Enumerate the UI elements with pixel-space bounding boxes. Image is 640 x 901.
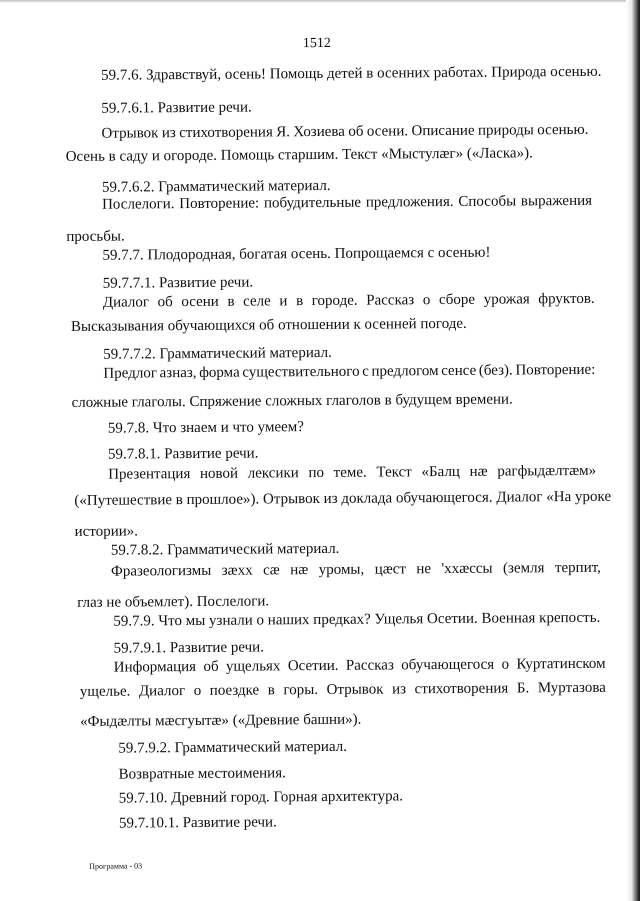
paragraph-line [101,121,588,143]
word: уромы, [318,561,365,579]
word: 'ххæссы [441,560,493,578]
word: Предлог [103,365,158,382]
word: Я. [276,124,291,141]
word: Хозиева [293,123,346,141]
page-number: 1512 [302,35,331,52]
word: об [157,294,173,311]
subsection-heading: 59.7.10.1. Развитие речи. [118,814,277,832]
word: Повторение: [515,361,596,379]
word: новой [199,465,239,482]
word: горы. [283,682,319,699]
paragraph-line: сложные глаголы. Спряжение сложных глаголов в будущем времени. [71,391,513,411]
section-heading: 59.7.7. Плодородная, богатая осень. Попрощаемся с осенью! [102,244,491,264]
section-heading: 59.7.8. Что знаем и что умеем? [107,419,304,437]
word: зæхх [221,562,253,579]
paragraph-line [103,361,595,383]
section-heading: 59.7.9. Что мы узнали о наших предках? Ущелья Осетии. Военная крепость. [113,609,601,630]
word: о [501,656,510,673]
subsection-heading: 59.7.7.2. Грамматический материал. [103,344,332,363]
subsection-heading: 59.7.7.1. Развитие речи. [102,274,254,292]
word: Отрывок [326,681,384,698]
word: о [422,292,431,309]
word: природы [477,122,534,139]
word: существительного [242,363,360,381]
word: Послелоги. [102,196,175,213]
word: осени [181,293,219,311]
word: Повторение: [179,195,260,213]
word: осенью. [537,121,589,139]
word: не [416,561,432,578]
subsection-heading: 59.7.9.2. Грамматический материал. [118,738,348,757]
word: побудительные [263,194,362,212]
paragraph-line [103,290,595,312]
word: в [227,293,235,310]
word: Информация [113,658,197,676]
word: о [193,682,202,699]
paragraph-line: глаз не объемлет). Послелоги. [77,593,270,611]
word: фруктов. [538,290,595,308]
word: из [161,125,176,142]
section-heading: 59.7.6. Здравствуй, осень! Помощь детей в осенних работах. Природа осенью. [100,63,602,84]
paragraph-line: просьбы. [66,228,125,245]
word: Диалог [138,683,186,700]
word: Отрывок [101,125,159,142]
word: Описание [411,122,475,140]
word: по [308,464,325,482]
paragraph-line [102,192,592,214]
word: Муртазова [537,679,606,697]
word: ущелье. [79,683,131,700]
word: терпит, [554,559,601,577]
word: и [279,293,288,310]
paragraph-line [108,462,596,484]
paragraph-line: («Путешествие в прошлое»). Отрывок из доклада обучающегося. Диалог «На уроке [74,488,612,509]
paragraph-line: «Фыдæлты мæсгуытæ» («Древние башни»). [80,711,362,730]
paragraph-line: Возвратные местоимения. [118,765,286,783]
word: Осетии. [287,657,339,675]
word: в [295,293,304,310]
word: нæ [290,562,309,579]
word: Текст [376,464,412,481]
paragraph-line [80,679,606,701]
word: рагфыдæлтæм» [497,462,597,480]
paragraph-line: Высказывания обучающихся об отношении к осенней погоде. [70,315,467,335]
word: Способы [458,193,517,210]
word: из [392,681,407,698]
word: с [362,363,369,380]
word: лексики [247,465,299,482]
word: об [348,123,364,140]
word: об [203,658,219,675]
word: сенсе [441,362,477,380]
subsection-heading: 59.7.8.1. Развитие речи. [107,445,259,463]
word: Фразеологизмы [110,562,212,580]
word: Куртатинском [516,655,606,673]
word: сæ [263,562,280,579]
word: нæ [469,463,488,480]
word: Б. [516,680,530,697]
word: цæст [374,561,406,578]
paragraph-line [111,559,601,581]
word: селе [243,293,271,310]
word: (земля [502,560,545,577]
word: Рассказ [366,292,415,309]
word: в [267,682,275,699]
paragraph-line: истории». [74,523,139,540]
word: теме. [333,464,367,481]
word: ущельях [225,658,281,675]
subsection-heading: 59.7.8.2. Грамматический материал. [110,540,340,559]
word: поездке [209,682,260,699]
word: стихотворения [414,680,509,698]
subsection-heading: 59.7.6.1. Развитие речи. [101,99,252,117]
word: (без). [478,362,513,379]
word: осени. [366,123,409,140]
word: «Балц [421,463,460,481]
paragraph-line [114,655,606,677]
word: стихотворения [179,124,273,142]
word: предлогом [371,363,439,380]
word: обучающегося [401,656,495,674]
subsection-heading: 59.7.9.1. Развитие речи. [113,639,265,657]
section-heading: 59.7.10. Древний город. Горная архитектура. [118,788,404,807]
subsection-heading: 59.7.6.2. Грамматический материал. [101,177,331,196]
word: форма [199,364,240,381]
page-footer: Программа - 03 [89,861,143,871]
word: азназ, [159,364,197,382]
word: предложения. [365,193,454,211]
word: городе. [311,292,358,310]
word: урожая [483,291,530,308]
word: сборе [438,291,476,309]
paragraph-line: Осень в саду и огороде. Помощь старшим. Текст «Мыстулæг» («Ласка»). [65,145,533,165]
word: Диалог [102,294,150,311]
word: выражения [520,192,593,210]
word: Презентация [108,466,191,483]
word: Рассказ [345,657,394,674]
